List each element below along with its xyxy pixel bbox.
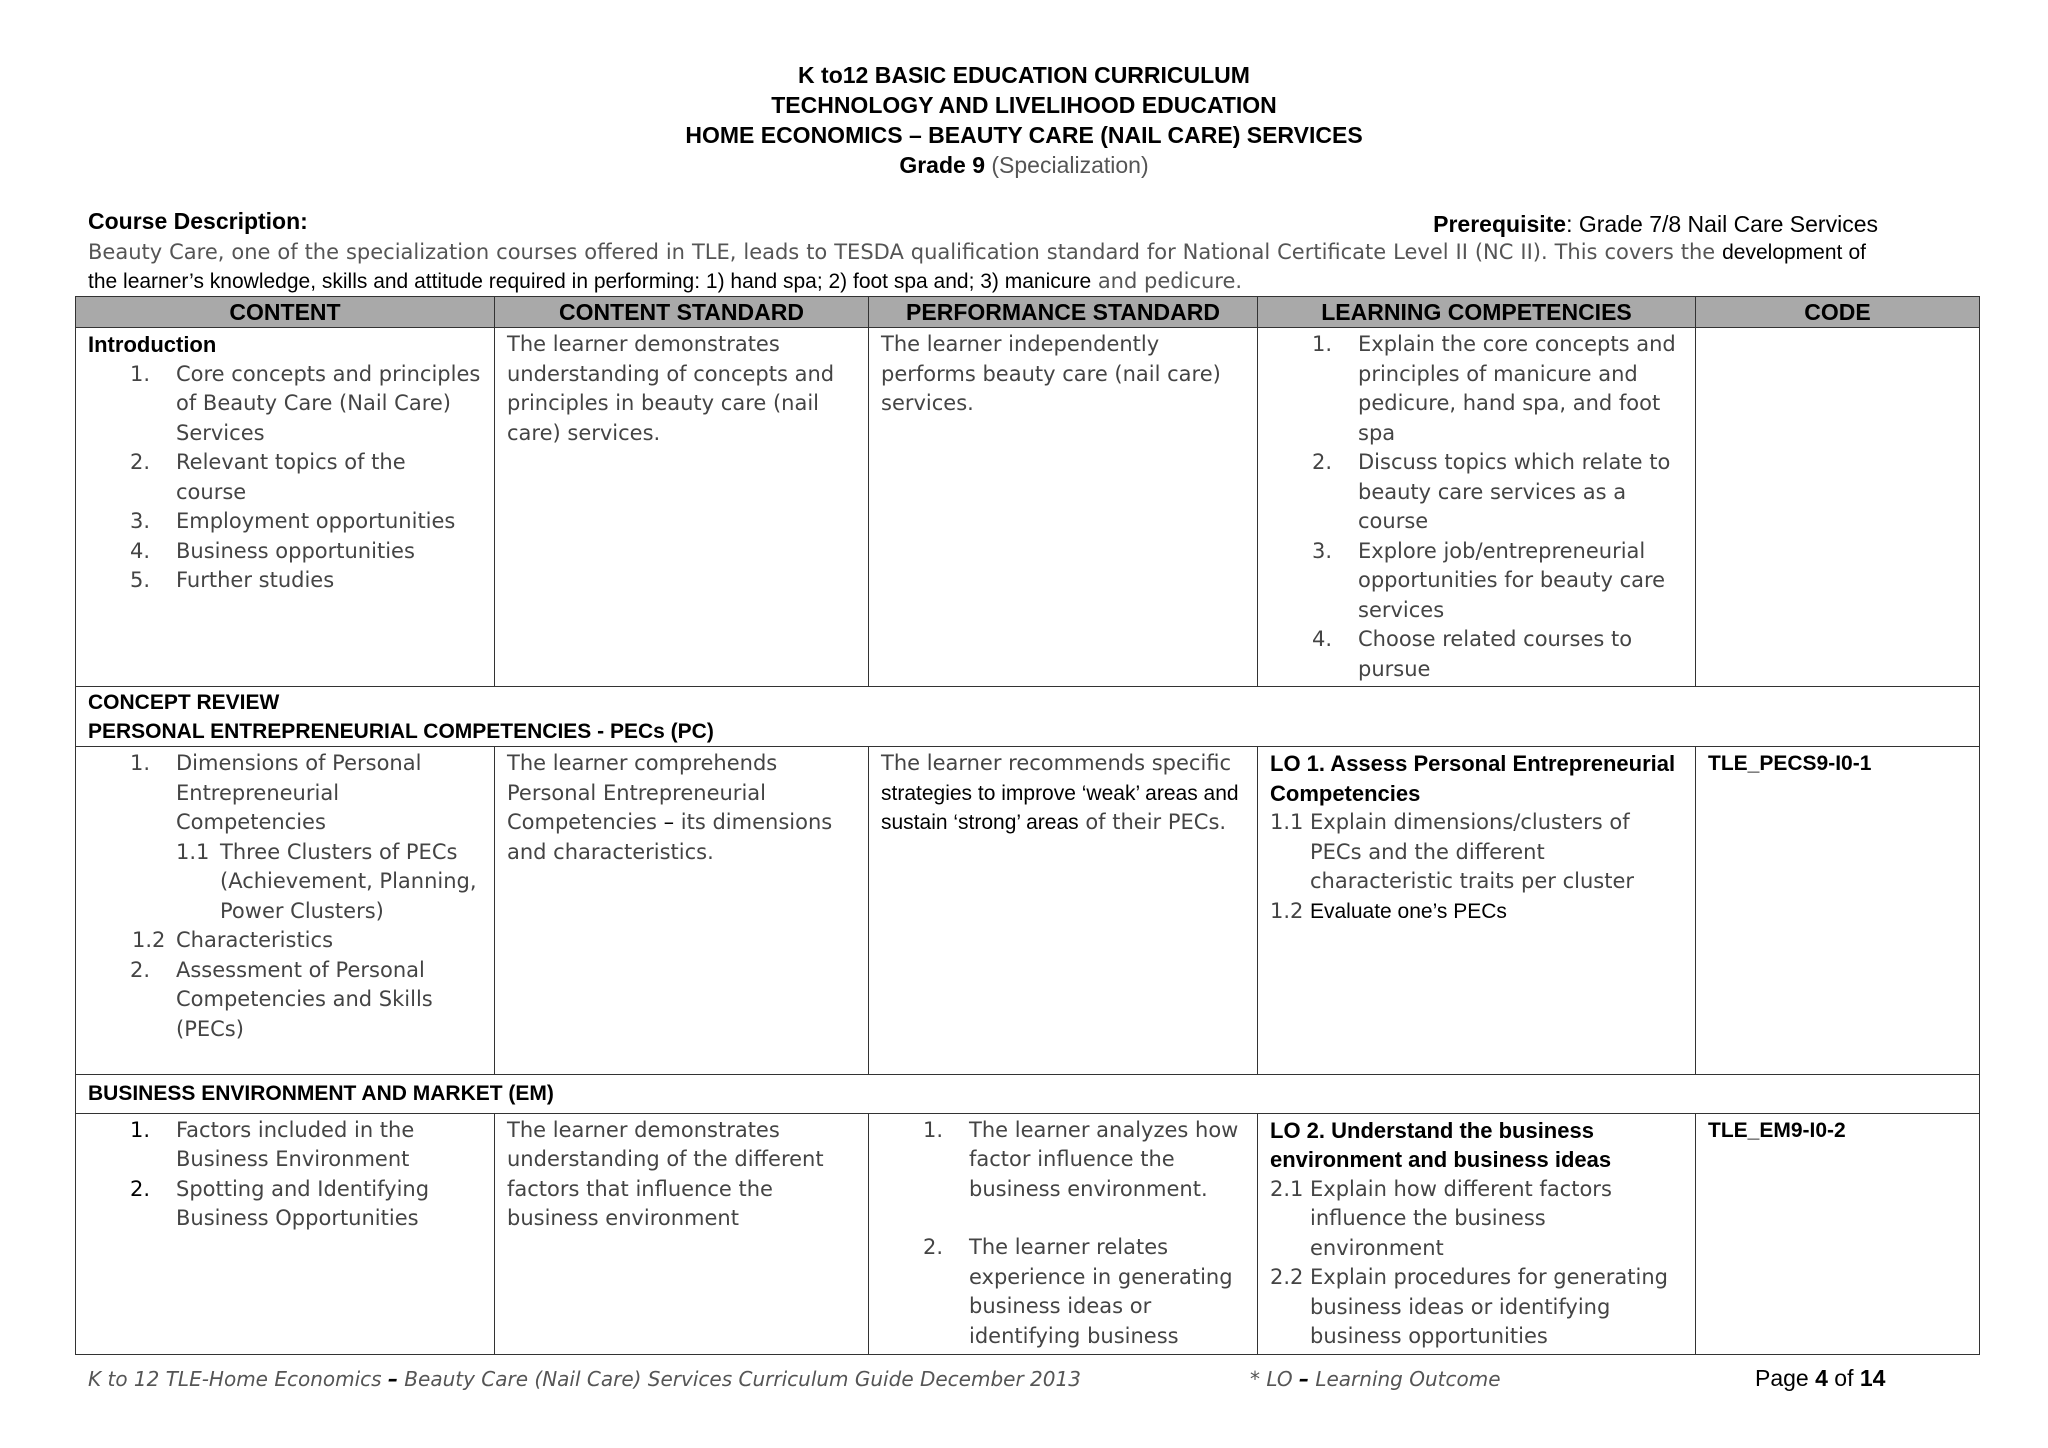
- list-item: 2. Discuss topics which relate to beauty care services as a course: [1312, 450, 1671, 533]
- header-grade: [0, 150, 2048, 180]
- prerequisite-value: : Grade 7/8 Nail Care Services: [1566, 211, 1878, 237]
- section-row-pecs: [76, 687, 1980, 747]
- list-item: 1. Factors included in the Business Environment: [130, 1117, 415, 1171]
- lo-item: 1.1 Explain dimensions/clusters of PECs and the different characteristic traits per cluster: [1270, 810, 1635, 893]
- intro-code-cell: [1696, 328, 1980, 687]
- course-description-label: Course Description:: [88, 208, 308, 234]
- em-topic-list: [88, 1116, 482, 1234]
- list-item: 1. The learner analyzes how factor influence the business environment.: [923, 1117, 1239, 1201]
- intro-title: Introduction: [88, 332, 217, 357]
- lo-item: 1.2 Evaluate one’s PECs: [1270, 898, 1507, 923]
- pecs-topic-list: [88, 749, 482, 1044]
- document-header: [0, 60, 2048, 180]
- col-header-code: CODE: [1696, 297, 1980, 328]
- table-row-introduction: [76, 328, 1980, 687]
- em-code: TLE_EM9-I0-2: [1696, 1113, 1980, 1354]
- lo-item: 2.1 Explain how different factors influence the business environment: [1270, 1176, 1612, 1260]
- list-item: 1. Explain the core concepts and principles of manicure and pedicure, hand spa, and foot spa: [1312, 332, 1676, 445]
- grade-label: Grade 9: [899, 152, 985, 178]
- sub-item: 1.2 Characteristics: [132, 928, 334, 952]
- course-description: [88, 238, 1866, 296]
- list-item: 4. Business opportunities: [130, 538, 415, 563]
- list-item: 5. Further studies: [130, 568, 335, 592]
- header-line-2: TECHNOLOGY AND LIVELIHOOD EDUCATION: [771, 92, 1277, 118]
- pecs-title: PERSONAL ENTREPRENEURIAL COMPETENCIES - PECs (PC): [88, 720, 714, 743]
- list-item: 1. Core concepts and principles of Beauty Care (Nail Care) Services: [130, 361, 481, 445]
- intro-content-cell: [76, 328, 495, 687]
- page-number: Page 4 of 14: [1755, 1365, 1886, 1391]
- prerequisite: [1433, 211, 1878, 238]
- footer-guide-title: K to 12 TLE-Home Economics – Beauty Care (Nail Care) Services Curriculum Guide December 2013: [88, 1367, 1081, 1391]
- footer-lo-note: * LO – Learning Outcome: [1250, 1367, 1501, 1391]
- list-item: 1. Dimensions of Personal Entrepreneurial Competencies 1.1 Three Clusters of PECs (Achievement, Planning, Power Clusters) 1.2 Characteristics: [88, 749, 482, 956]
- intro-content-standard: The learner demonstrates understanding of concepts and principles in beauty care (nail care) services.: [495, 328, 869, 687]
- em-performance-list: [881, 1116, 1245, 1352]
- grade-note: (Specialization): [991, 152, 1149, 178]
- pecs-content-cell: [76, 747, 495, 1075]
- pecs-code: TLE_PECS9-I0-1: [1696, 747, 1980, 1075]
- em-section-header: BUSINESS ENVIRONMENT AND MARKET (EM): [76, 1075, 1980, 1114]
- desc-part-3: and pedicure.: [1091, 269, 1243, 293]
- em-content-standard: The learner demonstrates understanding of the different factors that influence the business environment: [495, 1113, 869, 1354]
- sub-item: 1.1 Three Clusters of PECs (Achievement, Planning, Power Clusters): [176, 839, 477, 923]
- concept-review-title: CONCEPT REVIEW: [88, 691, 280, 714]
- desc-part-2: development of the learner’s knowledge, skills and attitude required in performing: 1) hand spa; 2) foot spa and; 3) manicure: [88, 241, 1866, 293]
- list-item: 2. Relevant topics of the course: [130, 450, 406, 504]
- intro-competencies-cell: [1258, 328, 1696, 687]
- list-item: 3. Employment opportunities: [130, 509, 456, 533]
- curriculum-table: [75, 296, 1980, 1355]
- table-row-em: [76, 1113, 1980, 1354]
- em-competencies-cell: [1258, 1113, 1696, 1354]
- table-header-row: [76, 297, 1980, 328]
- lo2-title: LO 2. Understand the business environment and business ideas: [1270, 1117, 1612, 1172]
- list-item: 2. The learner relates experience in generating business ideas or identifying business: [923, 1235, 1233, 1348]
- col-header-learning-competencies: LEARNING COMPETENCIES: [1258, 297, 1696, 328]
- col-header-content-standard: CONTENT STANDARD: [495, 297, 869, 328]
- list-item: 2. Assessment of Personal Competencies and Skills (PECs): [130, 957, 433, 1041]
- header-line-1: K to12 BASIC EDUCATION CURRICULUM: [798, 62, 1250, 88]
- pecs-competencies-cell: [1258, 747, 1696, 1075]
- pecs-content-standard: The learner comprehends Personal Entrepreneurial Competencies – its dimensions and characteristics.: [495, 747, 869, 1075]
- lo1-title: LO 1. Assess Personal Entrepreneurial Competencies: [1270, 751, 1676, 806]
- intro-topic-list: [88, 360, 482, 596]
- list-item: 4. Choose related courses to pursue: [1312, 627, 1633, 681]
- header-line-3: HOME ECONOMICS – BEAUTY CARE (NAIL CARE) SERVICES: [685, 122, 1363, 148]
- intro-performance-standard: The learner independently performs beauty care (nail care) services.: [869, 328, 1258, 687]
- section-row-em: [76, 1075, 1980, 1114]
- em-performance-standard-cell: [869, 1113, 1258, 1354]
- em-content-cell: [76, 1113, 495, 1354]
- lo-item: 2.2 Explain procedures for generating business ideas or identifying business opportunities: [1270, 1265, 1668, 1348]
- intro-competency-list: [1270, 330, 1683, 684]
- col-header-content: CONTENT: [76, 297, 495, 328]
- prerequisite-label: Prerequisite: [1433, 211, 1567, 237]
- pecs-section-header: [76, 687, 1980, 747]
- pecs-performance-standard: The learner recommends specific strategies to improve ‘weak’ areas and sustain ‘strong’ areas of their PECs.: [869, 747, 1258, 1075]
- desc-part-1: Beauty Care, one of the specialization courses offered in TLE, leads to TESDA qualification standard for National Certificate Level II (NC II). This covers the: [88, 240, 1723, 264]
- list-item: 2. Spotting and Identifying Business Opportunities: [130, 1176, 430, 1230]
- list-item: 3. Explore job/entrepreneurial opportunities for beauty care services: [1312, 538, 1666, 622]
- table-row-pecs: [76, 747, 1980, 1075]
- col-header-performance-standard: PERFORMANCE STANDARD: [869, 297, 1258, 328]
